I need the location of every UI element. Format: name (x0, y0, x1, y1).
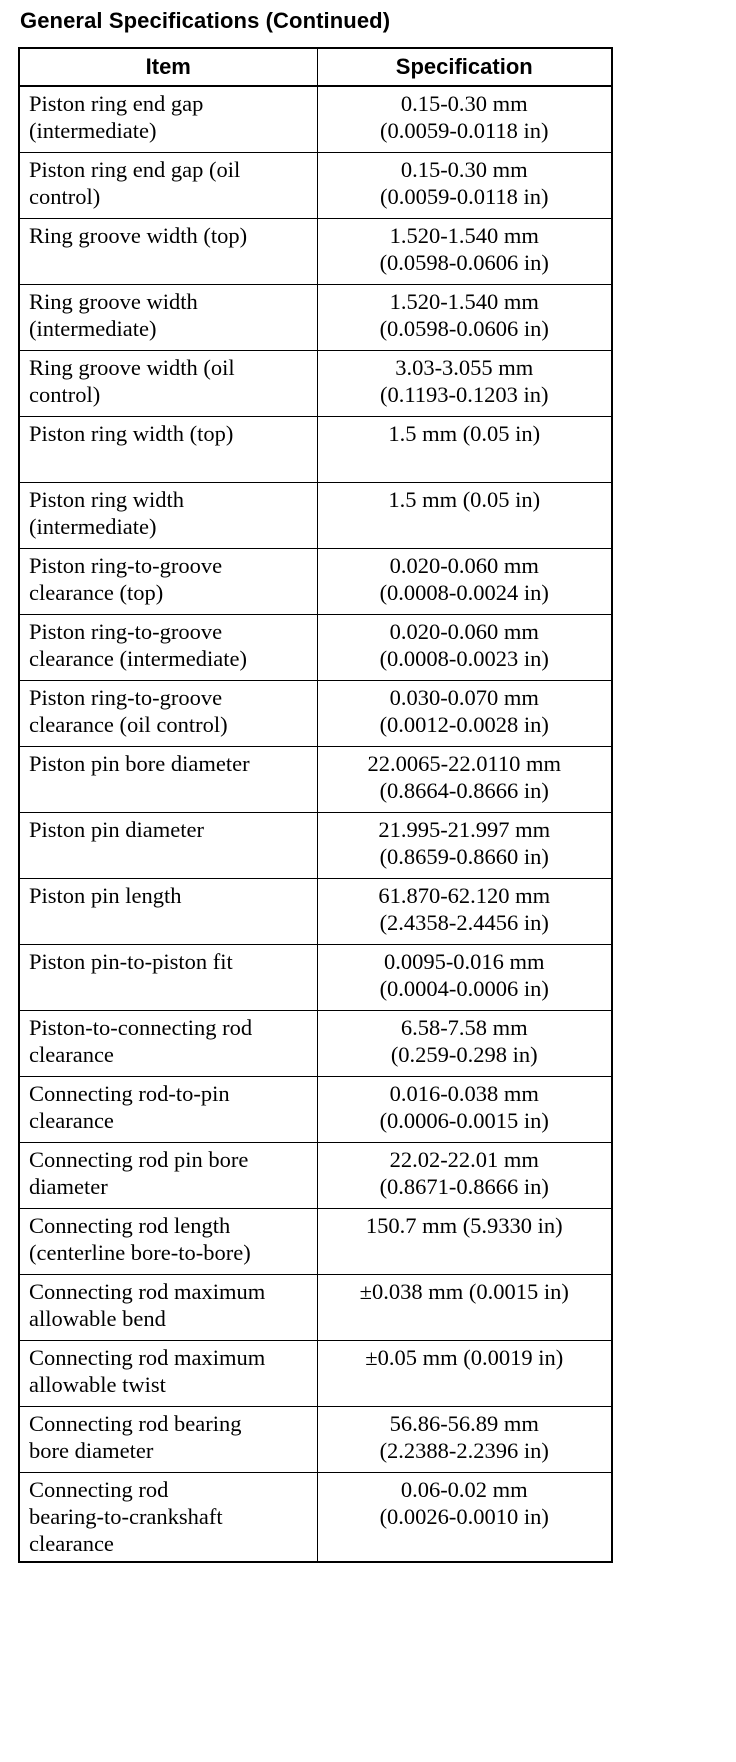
specification-text-line: 0.15-0.30 mm (400, 156, 528, 182)
item-text-line: Piston pin length (29, 882, 182, 908)
item-text-line: Connecting rod maximum (29, 1278, 266, 1304)
table-row (19, 1142, 612, 1208)
table-row (19, 1076, 612, 1142)
item-cell (19, 680, 317, 746)
item-text-line: (centerline bore-to-bore) (29, 1239, 251, 1265)
item-text-line: Piston ring-to-groove (29, 618, 223, 644)
table-row (19, 614, 612, 680)
item-text-line: control) (29, 381, 101, 407)
specification-text-line: (0.0059-0.0118 in) (379, 118, 549, 143)
specification-text-line: (0.0598-0.0606 in) (379, 315, 549, 341)
item-text-line: Piston ring end gap (29, 91, 204, 116)
item-text-line: clearance (oil control) (29, 711, 228, 737)
specification-cell (317, 1142, 612, 1208)
page-title: General Specifications (Continued) (20, 8, 391, 33)
item-text-line: allowable twist (29, 1371, 166, 1397)
table-row (19, 1406, 612, 1472)
table-row (19, 812, 612, 878)
table-row (19, 548, 612, 614)
item-cell (19, 1142, 317, 1208)
specification-text-line: (0.0006-0.0015 in) (379, 1107, 549, 1133)
item-text-line: Connecting rod (29, 1476, 169, 1502)
specification-text-line: 56.86-56.89 mm (389, 1410, 539, 1436)
specification-cell (317, 1472, 612, 1562)
specification-text-line: (0.0008-0.0023 in) (379, 645, 549, 671)
specification-cell (317, 1076, 612, 1142)
specification-text-line: (0.0059-0.0118 in) (379, 183, 549, 209)
item-text-line: Piston ring-to-groove (29, 684, 223, 710)
item-cell (19, 1274, 317, 1340)
item-text-line: bore diameter (29, 1437, 154, 1463)
specification-text-line: (0.0026-0.0010 in) (379, 1503, 549, 1529)
specification-text-line: (0.259-0.298 in) (390, 1041, 538, 1067)
specification-cell (317, 86, 612, 152)
item-text-line: Piston ring end gap (oil (29, 156, 241, 182)
specification-text-line: 3.03-3.055 mm (395, 354, 534, 380)
item-cell (19, 350, 317, 416)
item-text-line: Connecting rod length (29, 1212, 231, 1238)
item-cell (19, 416, 317, 482)
specification-text-line: 1.5 mm (0.05 in) (388, 486, 541, 512)
specification-cell (317, 680, 612, 746)
specification-text-line: 0.0095-0.016 mm (383, 948, 545, 974)
specification-text-line: 22.0065-22.0110 mm (367, 750, 562, 776)
specification-cell (317, 746, 612, 812)
item-cell (19, 878, 317, 944)
table-row (19, 482, 612, 548)
item-text-line: Connecting rod bearing (29, 1410, 242, 1436)
specification-text-line: (0.8671-0.8666 in) (379, 1173, 549, 1199)
specification-text-line: ±0.05 mm (0.0019 in) (365, 1344, 564, 1370)
item-cell (19, 218, 317, 284)
table-body (19, 86, 612, 1562)
table-row (19, 944, 612, 1010)
table-row (19, 1010, 612, 1076)
item-text-line: Connecting rod pin bore (29, 1146, 249, 1172)
specification-text-line: 6.58-7.58 mm (400, 1014, 528, 1040)
specification-text-line: 0.020-0.060 mm (389, 552, 539, 578)
specification-text-line: (0.8664-0.8666 in) (379, 777, 549, 803)
item-text-line: clearance (intermediate) (29, 645, 247, 671)
item-text-line: Connecting rod maximum (29, 1344, 266, 1370)
item-cell (19, 1406, 317, 1472)
specification-text-line: 1.5 mm (0.05 in) (388, 420, 541, 446)
table-row (19, 1472, 612, 1562)
specification-text-line: 22.02-22.01 mm (389, 1146, 539, 1172)
specification-cell (317, 944, 612, 1010)
item-text-line: allowable bend (29, 1305, 166, 1331)
item-text-line: Piston pin diameter (29, 816, 204, 842)
specification-cell (317, 812, 612, 878)
item-cell (19, 944, 317, 1010)
item-cell (19, 1472, 317, 1562)
specification-cell (317, 350, 612, 416)
item-cell (19, 152, 317, 218)
table-row (19, 152, 612, 218)
specification-cell (317, 1406, 612, 1472)
table-row (19, 416, 612, 482)
item-text-line: Piston ring width (29, 486, 185, 512)
table-row (19, 746, 612, 812)
specification-cell (317, 1010, 612, 1076)
item-cell (19, 284, 317, 350)
item-text-line: Piston ring-to-groove (29, 552, 223, 578)
item-cell (19, 548, 317, 614)
item-cell (19, 1010, 317, 1076)
item-cell (19, 1208, 317, 1274)
item-text-line: clearance (29, 1530, 114, 1556)
specification-cell (317, 152, 612, 218)
column-header-specification: Specification (317, 48, 612, 86)
specification-cell (317, 218, 612, 284)
table-row (19, 878, 612, 944)
specification-text-line: 0.15-0.30 mm (400, 91, 528, 116)
item-text-line: Ring groove width (29, 288, 198, 314)
item-text-line: Piston pin-to-piston fit (29, 948, 233, 974)
specification-text-line: 21.995-21.997 mm (378, 816, 551, 842)
specification-text-line: 0.030-0.070 mm (389, 684, 539, 710)
specification-cell (317, 1274, 612, 1340)
specification-cell (317, 548, 612, 614)
table-row (19, 86, 612, 152)
item-text-line: Piston ring width (top) (29, 420, 234, 446)
item-text-line: bearing-to-crankshaft (29, 1503, 223, 1529)
column-header-item: Item (19, 48, 317, 86)
item-text-line: Piston pin bore diameter (29, 750, 250, 776)
item-text-line: clearance (29, 1041, 114, 1067)
item-cell (19, 812, 317, 878)
item-text-line: Connecting rod-to-pin (29, 1080, 230, 1106)
table-row (19, 284, 612, 350)
table-row (19, 1208, 612, 1274)
specification-text-line: 0.020-0.060 mm (389, 618, 539, 644)
table-row (19, 1274, 612, 1340)
item-text-line: diameter (29, 1173, 108, 1199)
specifications-table (18, 47, 613, 1563)
table-row (19, 218, 612, 284)
item-cell (19, 1076, 317, 1142)
item-text-line: (intermediate) (29, 315, 157, 341)
specification-cell (317, 1340, 612, 1406)
specification-text-line: 1.520-1.540 mm (389, 222, 539, 248)
item-text-line: Ring groove width (top) (29, 222, 248, 248)
item-text-line: clearance (top) (29, 579, 164, 605)
item-cell (19, 1340, 317, 1406)
item-cell (19, 746, 317, 812)
specification-text-line: 150.7 mm (5.9330 in) (365, 1212, 563, 1238)
item-text-line: Ring groove width (oil (29, 354, 235, 380)
table-row (19, 680, 612, 746)
specification-cell (317, 284, 612, 350)
specification-text-line: 0.06-0.02 mm (400, 1476, 528, 1502)
item-cell (19, 614, 317, 680)
specification-text-line: (0.0004-0.0006 in) (379, 975, 549, 1001)
specification-text-line: ±0.038 mm (0.0015 in) (359, 1278, 569, 1304)
specification-text-line: (0.1193-0.1203 in) (379, 381, 549, 407)
specification-cell (317, 878, 612, 944)
item-text-line: control) (29, 183, 101, 209)
specification-text-line: (0.0008-0.0024 in) (379, 579, 549, 605)
specification-text-line: 1.520-1.540 mm (389, 288, 539, 314)
table-row (19, 1340, 612, 1406)
item-cell (19, 86, 317, 152)
specification-text-line: (0.8659-0.8660 in) (379, 843, 549, 869)
table-header-row (19, 48, 612, 86)
specification-cell (317, 614, 612, 680)
table-row (19, 350, 612, 416)
specification-cell (317, 482, 612, 548)
item-text-line: Piston-to-connecting rod (29, 1014, 253, 1040)
specification-text-line: 0.016-0.038 mm (389, 1080, 539, 1106)
item-cell (19, 482, 317, 548)
item-text-line: clearance (29, 1107, 114, 1133)
item-text-line: (intermediate) (29, 513, 157, 539)
item-text-line: (intermediate) (29, 118, 157, 143)
specification-cell (317, 416, 612, 482)
specification-text-line: (2.2388-2.2396 in) (379, 1437, 549, 1463)
specification-text-line: (0.0598-0.0606 in) (379, 249, 549, 275)
specification-text-line: 61.870-62.120 mm (378, 882, 551, 908)
specification-cell (317, 1208, 612, 1274)
specification-text-line: (2.4358-2.4456 in) (379, 909, 549, 935)
specification-text-line: (0.0012-0.0028 in) (379, 711, 549, 737)
